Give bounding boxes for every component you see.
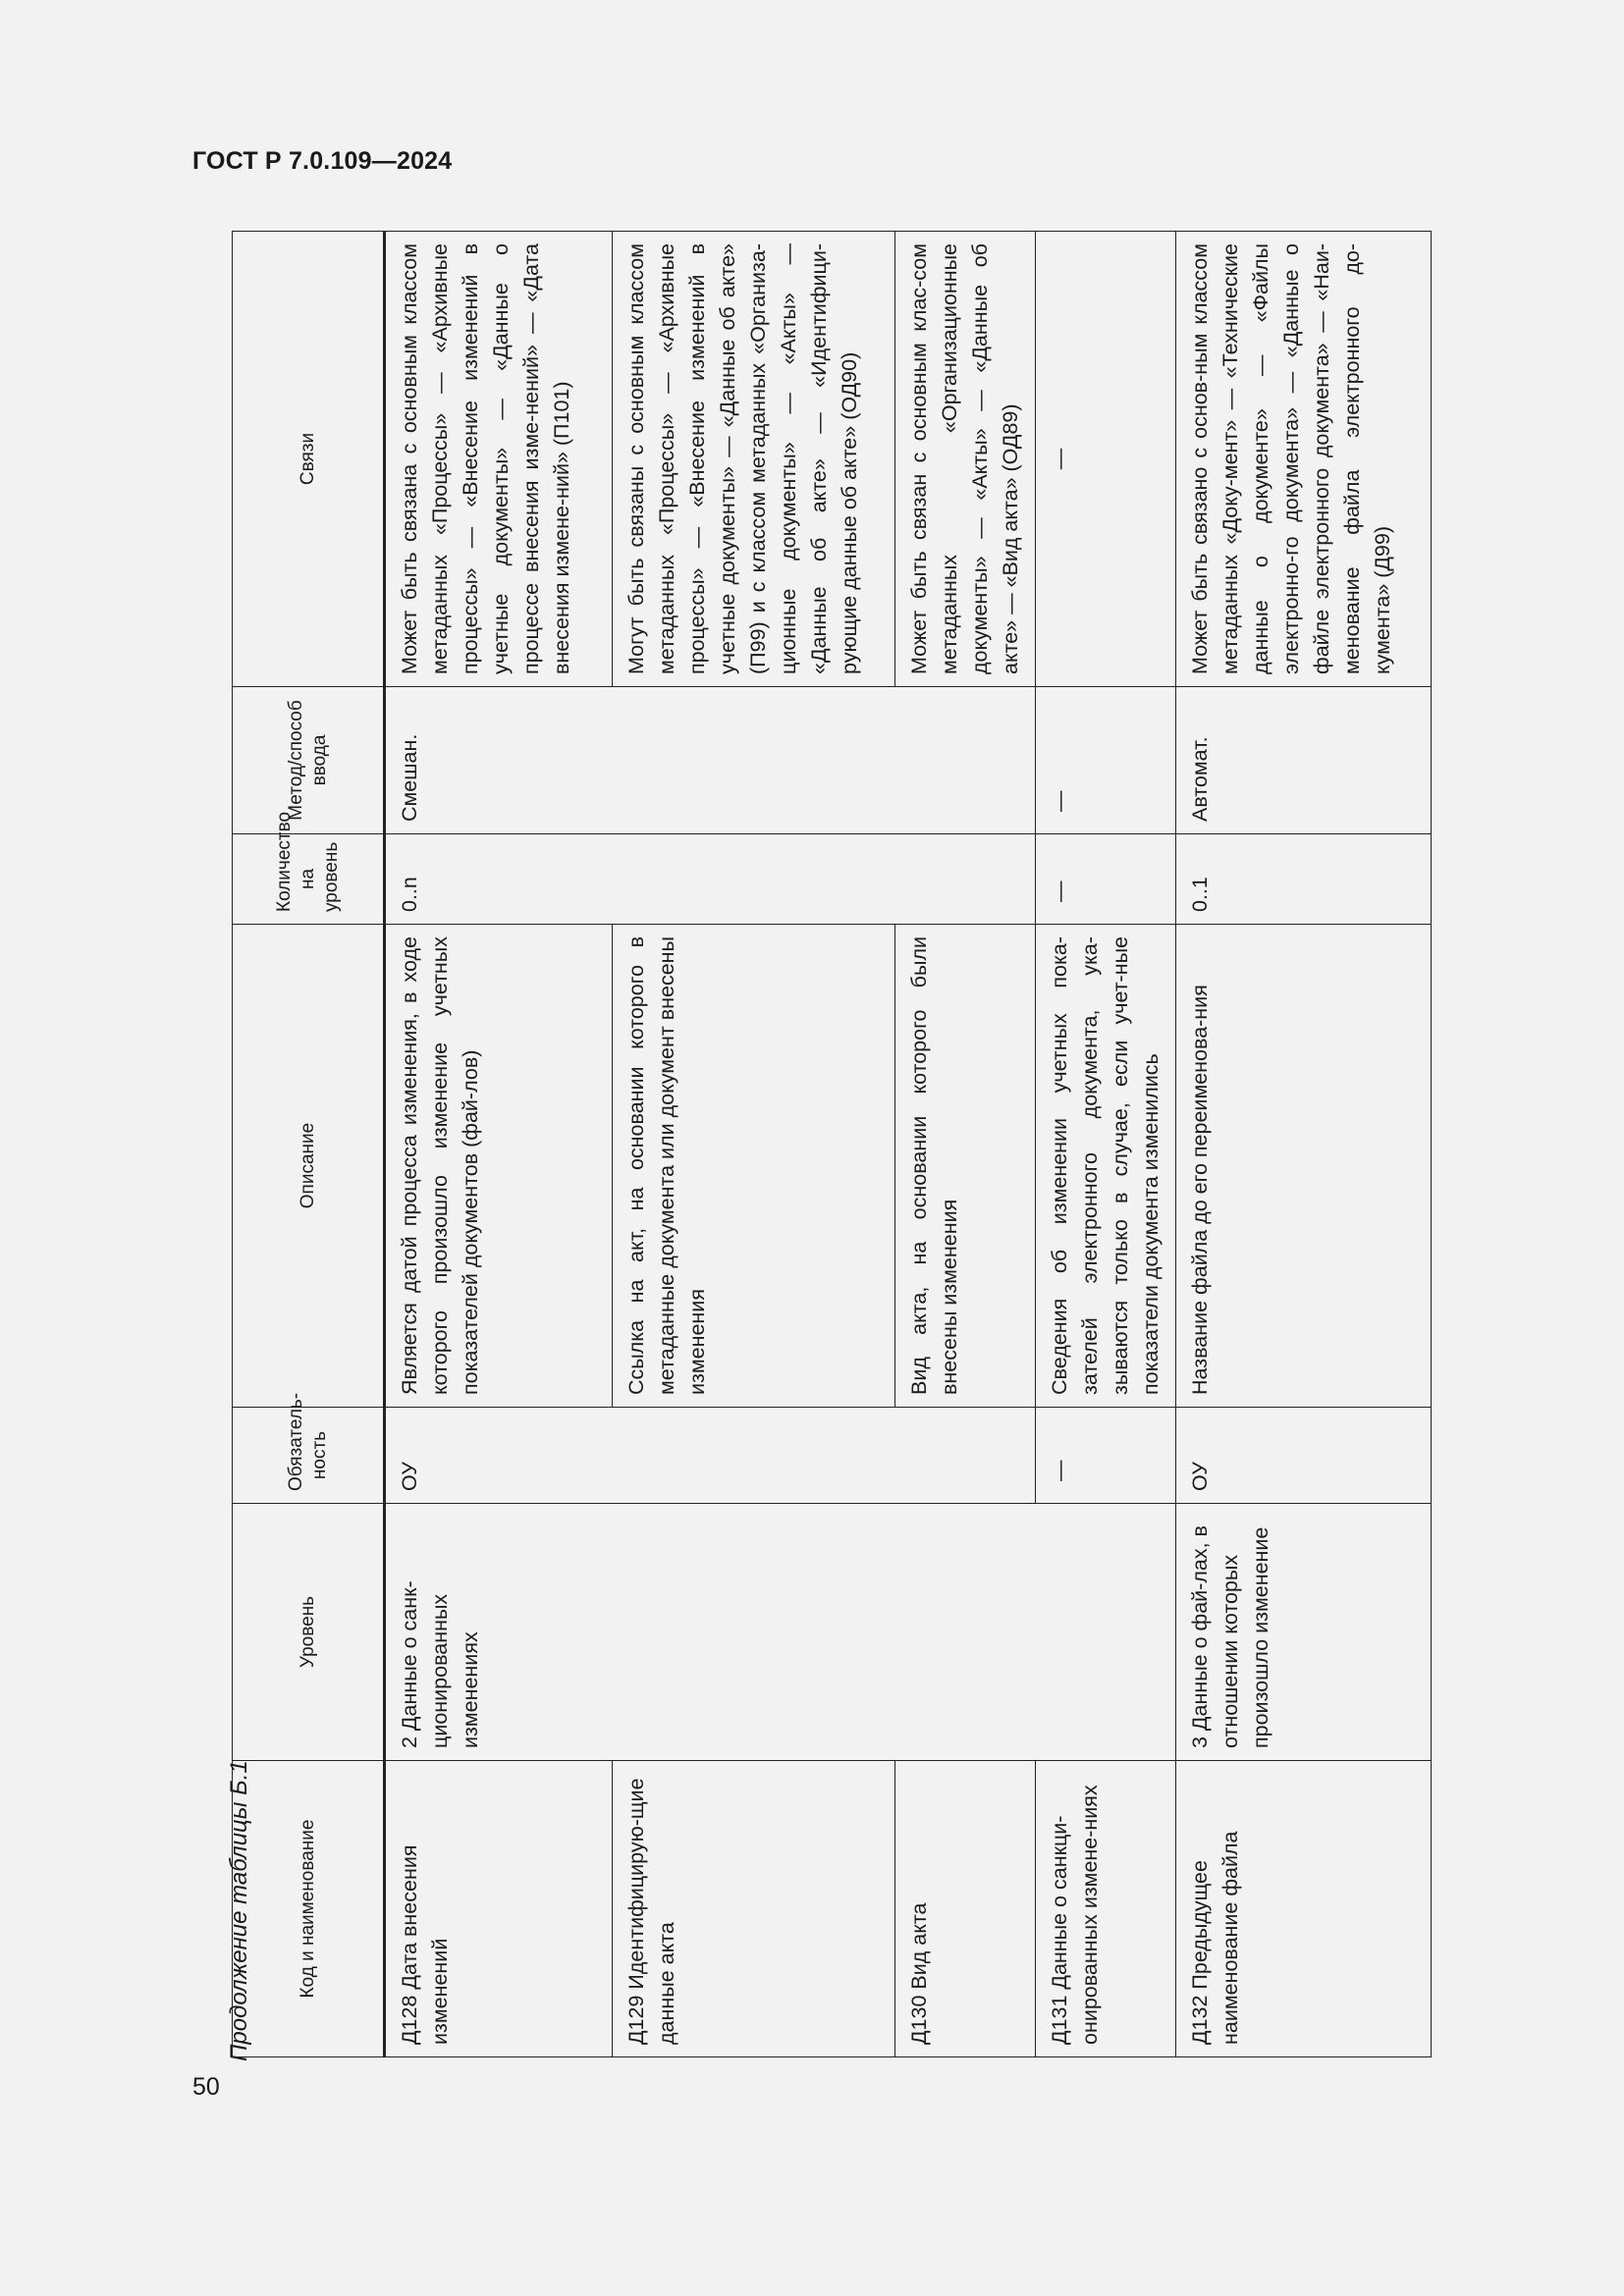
cell-description: Ссылка на акт, на основании которого в метаданные документа или документ внесены изменения: [613, 925, 895, 1408]
cell-description: Название файла до его переименова-ния: [1176, 925, 1432, 1408]
cell-method: Смешан.: [385, 687, 1036, 834]
cell-code: Д131 Данные о санкци-онированных измене-ниях: [1036, 1761, 1176, 2057]
cell-code: Д128 Дата внесения изменений: [385, 1761, 613, 2057]
header-method: Метод/способ ввода: [233, 687, 385, 834]
header-links: Связи: [233, 232, 385, 687]
cell-code: Д130 Вид акта: [895, 1761, 1036, 2057]
cell-code: Д132 Предыдущее наименование файла: [1176, 1761, 1432, 2057]
table-header-row: [233, 232, 385, 2057]
table-row: [385, 232, 613, 2057]
cell-description: Вид акта, на основании которого были внесены изменения: [895, 925, 1036, 1408]
cell-quantity: 0..n: [385, 834, 1036, 925]
cell-obligation: ОУ: [385, 1408, 1036, 1504]
header-level: Уровень: [233, 1504, 385, 1761]
cell-quantity: 0..1: [1176, 834, 1432, 925]
cell-description: Сведения об изменении учетных пока-зателей электронного документа, ука-зываются только в случае, если учет-ные показатели документа изменились: [1036, 925, 1176, 1408]
cell-code: Д129 Идентифицирую-щие данные акта: [613, 1761, 895, 2057]
cell-description: Является датой процесса изменения, в ходе которого произошло изменение учетных показателей документов (фай-лов): [385, 925, 613, 1408]
table-row: [613, 232, 895, 2057]
table-row: [1176, 232, 1432, 2057]
cell-links: Может быть связано с основ-ным классом метаданных «Доку-мент» — «Технические данные о документе» — «Файлы электронно-го документа» — «Данные о файле электронного документа» — «Наи-менование файла электронного до-кумента» (Д99): [1176, 232, 1432, 687]
cell-method: Автомат.: [1176, 687, 1432, 834]
header-description: Описание: [233, 925, 385, 1408]
cell-links: Может быть связана с основным классом метаданных «Процессы» — «Архивные процессы» — «Внесение изменений в учетные документы» — «Данные о процессе внесения изме-нений» — «Дата внесения измене-ний» (П101): [385, 232, 613, 687]
cell-quantity: —: [1036, 834, 1176, 925]
cell-obligation: —: [1036, 1408, 1176, 1504]
metadata-table: [232, 231, 1432, 2057]
header-quantity: Количество на уровень: [233, 834, 385, 925]
cell-links: Могут быть связаны с основным классом метаданных «Процессы» — «Архивные процессы» — «Внесение изменений в учетные документы» — «Данные об акте» (П99) и с классом метаданных «Организа-ционные документы» — «Акты» — «Данные об акте» — «Идентифици-рующие данные об акте» (ОД90): [613, 232, 895, 687]
header-code: Код и наименование: [233, 1761, 385, 2057]
document-header: ГОСТ Р 7.0.109—2024: [192, 147, 453, 175]
header-obligation: Обязатель-ность: [233, 1408, 385, 1504]
table-row: [1036, 232, 1176, 2057]
cell-links: Может быть связан с основным клас-сом метаданных «Организационные документы» — «Акты» — «Данные об акте» — «Вид акта» (ОД89): [895, 232, 1036, 687]
page-number: 50: [192, 2073, 220, 2101]
cell-level: 3 Данные о фай-лах, в отношении которых произошло изменение: [1176, 1504, 1432, 1761]
cell-level: 2 Данные о санк-ционированных изменениях: [385, 1504, 1176, 1761]
continuation-label: Продолжение таблицы Б.1: [226, 1760, 252, 2061]
cell-obligation: ОУ: [1176, 1408, 1432, 1504]
cell-links: —: [1036, 232, 1176, 687]
rotated-table-container: [232, 232, 1425, 2057]
table-row: [895, 232, 1036, 2057]
cell-method: —: [1036, 687, 1176, 834]
